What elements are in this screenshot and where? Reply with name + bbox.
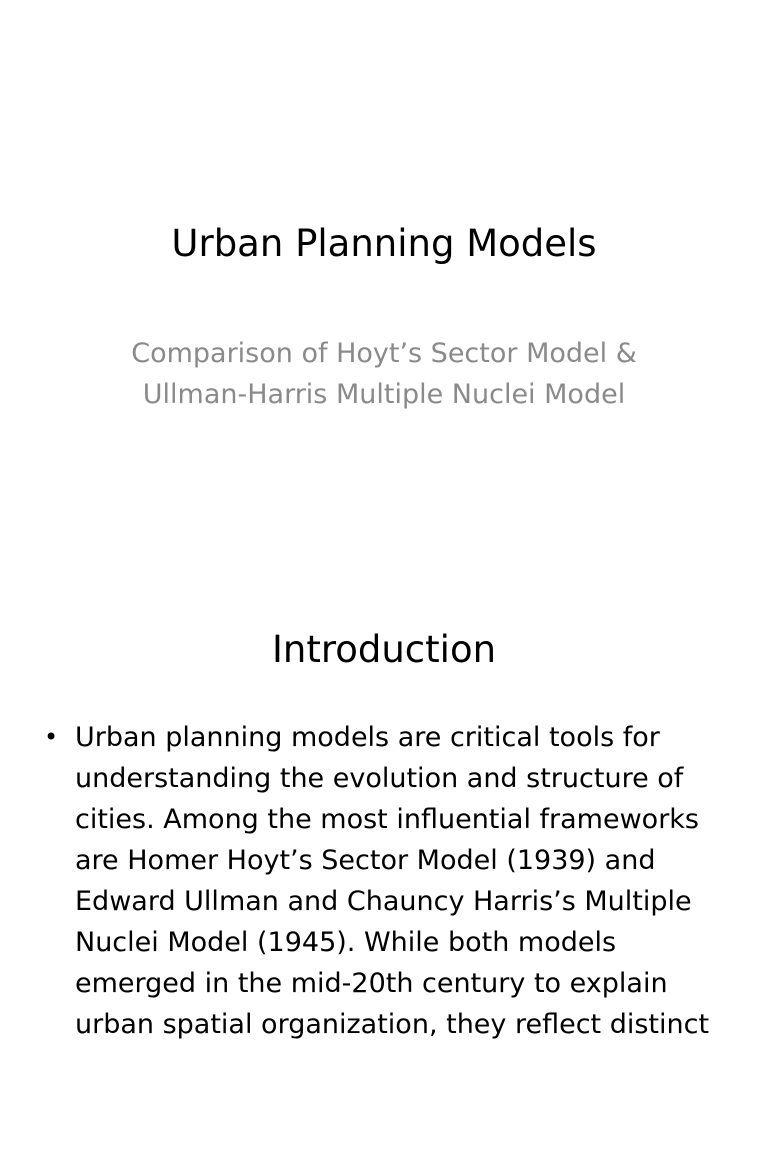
introduction-bullet [38,717,728,1045]
bullet-icon: • [44,723,59,751]
introduction-bullet-text: Urban planning models are critical tools for understanding the evolution and structure of cities. Among the most influential frameworks are Homer Hoyt’s Sector Model (1939) and Edward Ullman and Chauncy Harris’s Multiple Nuclei Model (1945). While both models emerged in the mid-20th century to explain urban spatial organization, they reflect distinct [75,722,710,1040]
introduction-heading: Introduction [271,628,497,671]
slide-subtitle: Comparison of Hoyt’s Sector Model & Ullman-Harris Multiple Nuclei Model [131,338,637,410]
introduction-bullet-list [38,717,728,1045]
slide-title: Urban Planning Models [171,222,597,265]
introduction-slide [0,576,768,1152]
